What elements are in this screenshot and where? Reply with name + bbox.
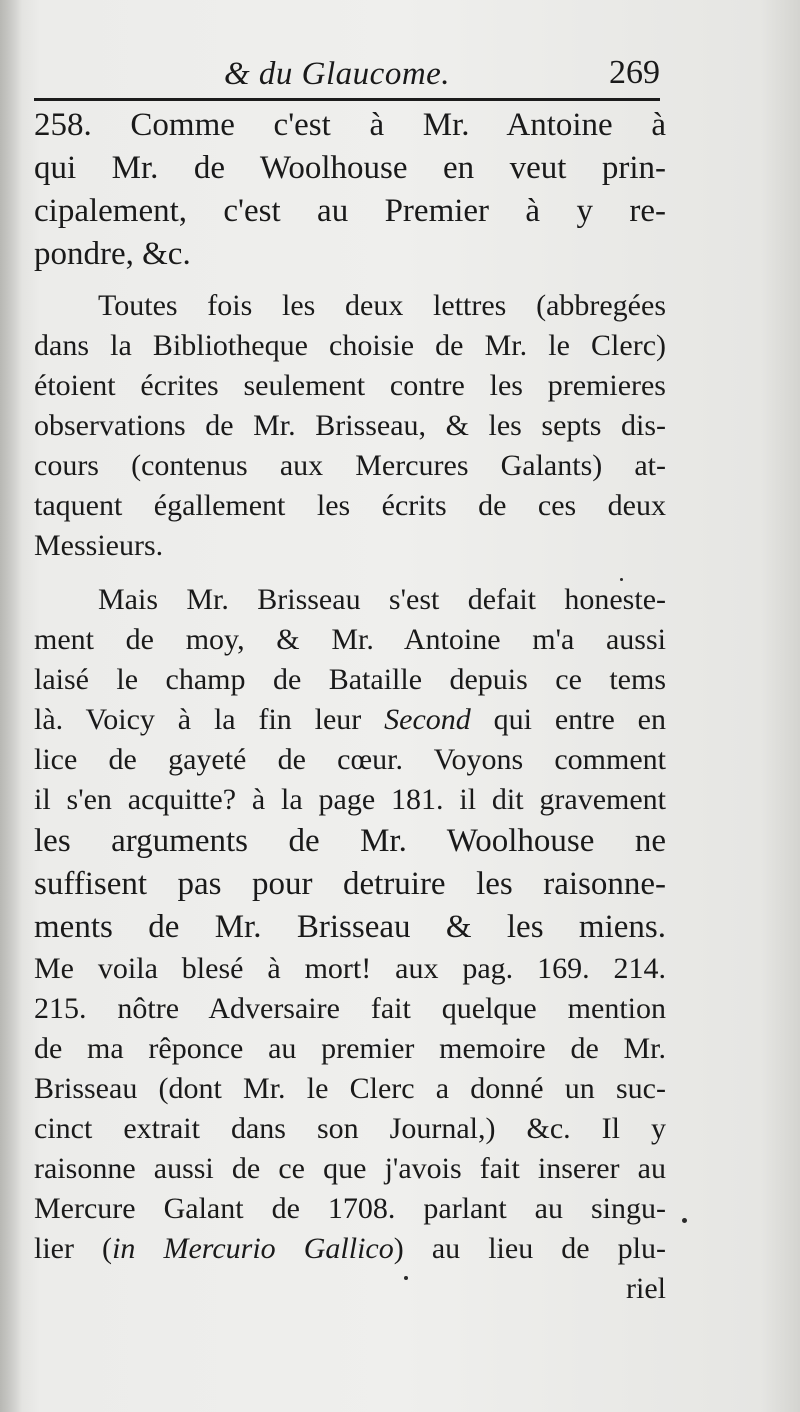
text-line: il s'en acquitte? à la page 181. il dit gravement	[34, 783, 666, 816]
text-line: 258. Comme c'est à Mr. Antoine à	[34, 107, 666, 143]
text-line: lice de gayeté de cœur. Voyons comment	[34, 743, 666, 776]
text-line: Brisseau (dont Mr. le Clerc a donné un suc-	[34, 1072, 666, 1105]
paragraph-3	[34, 580, 666, 1309]
text-line: taquent égallement les écrits de ces deux	[34, 489, 666, 522]
text-line: cipalement, c'est au Premier à y re-	[34, 193, 666, 229]
text-line: cours (contenus aux Mercures Galants) at-	[34, 449, 666, 482]
text-line: Toutes fois les deux lettres (abbregées	[98, 289, 666, 322]
catchword: riel	[626, 1272, 666, 1305]
text-segment: lier (	[34, 1232, 113, 1265]
ink-speck	[620, 578, 623, 581]
text-line: ment de moy, & Mr. Antoine m'a aussi	[34, 623, 666, 656]
text-line: de ma rêponce au premier memoire de Mr.	[34, 1032, 666, 1065]
text-line: Mais Mr. Brisseau s'est defait honeste-	[98, 583, 666, 616]
text-line: pondre, &c.	[34, 236, 191, 272]
text-line: suffisent pas pour detruire les raisonne-	[34, 866, 666, 902]
text-line: étoient écrites seulement contre les premieres	[34, 369, 666, 402]
paragraph-2	[34, 286, 666, 566]
text-line: Messieurs.	[34, 529, 164, 562]
text-line	[34, 700, 666, 740]
text-line: cinct extrait dans son Journal,) &c. Il y	[34, 1112, 666, 1145]
paragraph-1	[34, 104, 666, 276]
text-line	[34, 1229, 666, 1269]
page-number: 269	[609, 54, 660, 91]
italic-word: Second	[384, 703, 471, 736]
text-line: Me voila blesé à mort! aux pag. 169. 214.	[34, 952, 666, 985]
italic-phrase: in Mercurio Gallico	[112, 1232, 394, 1265]
text-line: ments de Mr. Brisseau & les miens.	[34, 909, 666, 945]
text-line: dans la Bibliotheque choisie de Mr. le Clerc)	[34, 329, 666, 362]
gutter-shadow	[0, 0, 22, 1412]
header-rule	[34, 98, 660, 101]
text-line: qui Mr. de Woolhouse en veut prin-	[34, 150, 666, 186]
ink-speck	[682, 1218, 687, 1223]
text-line: raisonne aussi de ce que j'avois fait inserer au	[34, 1152, 666, 1185]
text-segment: là. Voicy à la fin leur	[34, 703, 385, 736]
running-head	[36, 52, 660, 98]
text-line: observations de Mr. Brisseau, & les septs dis-	[34, 409, 666, 442]
body-text	[34, 104, 666, 1309]
text-segment: ) au lieu de plu-	[393, 1232, 667, 1265]
text-segment: qui entre en	[470, 703, 666, 736]
ink-speck	[404, 1276, 408, 1280]
text-line: laisé le champ de Bataille depuis ce tems	[34, 663, 666, 696]
text-line: Mercure Galant de 1708. parlant au singu-	[34, 1192, 666, 1225]
text-line: 215. nôtre Adversaire fait quelque mention	[34, 992, 666, 1025]
running-title: & du Glaucome.	[224, 56, 451, 92]
text-line: les arguments de Mr. Woolhouse ne	[34, 823, 666, 859]
